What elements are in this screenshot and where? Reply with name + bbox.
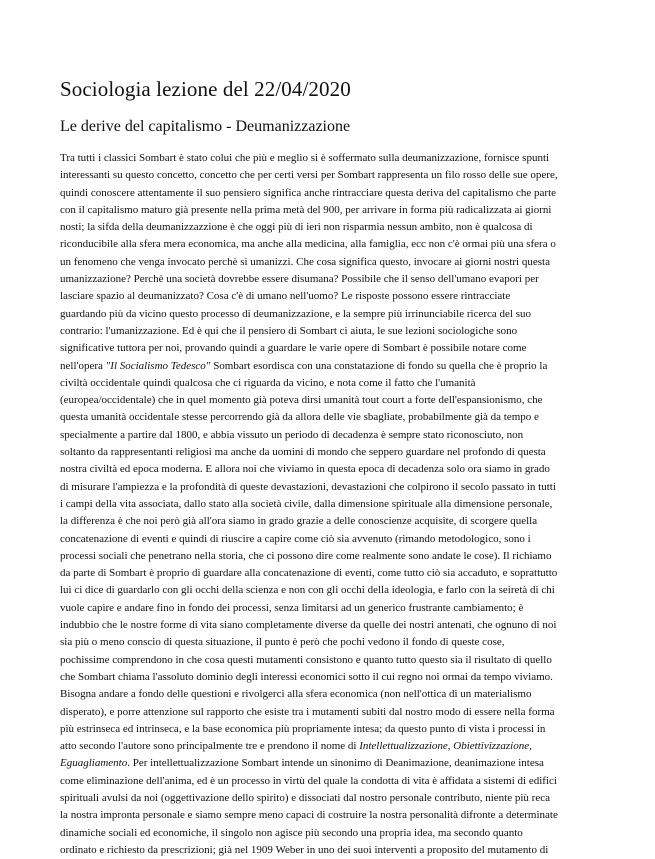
text-segment: ordinato e richiesto da prescrizioni; già nel 1909 Weber in uno dei suoi interventi a proposito del mutamento di	[60, 843, 549, 856]
text-line	[60, 652, 594, 669]
text-line	[60, 427, 594, 444]
text-segment: significative tuttora per noi, provando quindi a guardare le varie opere di Sombart è possibile notare come	[60, 342, 527, 355]
text-line	[60, 600, 594, 617]
text-line	[60, 617, 594, 634]
text-line	[60, 444, 594, 461]
text-line	[60, 479, 594, 496]
text-segment: questa umanità occidentale stesse percorrendo già da allora delle vie sbagliate, probabilmente già da tempo e	[60, 411, 539, 424]
text-segment: quindi conoscere attentamente il suo pensiero significa anche rintracciare questa deriva del capitalismo che parte	[60, 186, 557, 199]
text-line	[60, 236, 594, 253]
text-line	[60, 513, 594, 530]
text-segment: più estrinseca ed intrinseca, e la base economica più propriamente intesa; da questo punto di vista i processi in	[60, 722, 546, 735]
document-page	[60, 70, 594, 859]
text-line	[60, 721, 594, 738]
text-segment: guardando più da vicino questo processo di deumanizzazione, e la sempre più irrinunciabile ricerca del suo	[60, 307, 531, 320]
text-line	[60, 773, 594, 790]
text-segment: da parte di Sombart è proprio di guardare alla concatenazione di eventi, come tutto ciò sia accaduto, e soprattutto	[60, 567, 558, 580]
text-segment: lasciare spazio al deumanizzato? Cosa c'è di umano nell'uomo? Le risposte possono essere rintracciate	[60, 290, 511, 303]
text-segment: atto secondo l'autore sono principalmente tre e prendono il nome di	[60, 740, 360, 753]
text-line	[60, 219, 594, 236]
text-line	[60, 842, 594, 859]
text-segment: sia più o meno conscio di questa situazione, il punto è però che pochi vedono il fondo di queste cose,	[60, 636, 505, 649]
text-line	[60, 548, 594, 565]
text-line	[60, 185, 594, 202]
text-segment: di misurare l'ampiezza e la profondità di queste devastazioni, devastazioni che colpirono il secolo passato in tutti	[60, 480, 556, 493]
text-segment: specialmente a partire dal 1800, e abbia vissuto un periodo di decadenza è sempre stato riconosciuto, non	[60, 428, 524, 441]
text-line	[60, 738, 594, 755]
text-line	[60, 807, 594, 824]
text-line	[60, 202, 594, 219]
text-segment: dinamiche sociali ed economiche, il singolo non agisce più secondo una propria idea, ma secondo quanto	[60, 826, 523, 839]
text-segment: interessanti su questo concetto, concetto che per certi versi per Sombart rappresenta un filo rosso delle sue opere,	[60, 169, 558, 182]
text-segment: i campi della vita associata, dallo stato alla società civile, dalla dimensione spirituale alla dimensione personale,	[60, 497, 553, 510]
text-segment: nell'opera	[60, 359, 106, 372]
text-line	[60, 686, 594, 703]
text-line	[60, 704, 594, 721]
text-line	[60, 167, 594, 184]
text-line	[60, 755, 594, 772]
text-segment: nostra civiltà ed epoca moderna. E allora noi che viviamo in questa epoca di decadenza solo ora siamo in grado	[60, 463, 550, 476]
text-line	[60, 634, 594, 651]
text-line	[60, 496, 594, 513]
text-segment: un fenomeno che venga invocato perchè si umanizzi. Che cosa significa questo, invocare ai giorni nostri questa	[60, 255, 550, 268]
text-line	[60, 409, 594, 426]
text-segment: vuole capire e andare fino in fondo dei processi, senza limitarsi ad un generico frustrante cambiamento; è	[60, 601, 524, 614]
text-segment: pochissime comprendono in che cosa questi mutamenti consistono e quanto tutto questo sia il risultato di quello	[60, 653, 552, 666]
text-segment: civiltà occidentale quindi qualcosa che ci riguarda da vicino, e nota come il fatto che l'umanità	[60, 376, 476, 389]
text-line	[60, 288, 594, 305]
text-line	[60, 358, 594, 375]
text-segment: contrario: l'umanizzazione. Ed è qui che il pensiero di Sombart ci aiuta, le sue lezioni sociologiche sono	[60, 324, 518, 337]
text-segment: nosti; la sifda della deumanizzazzione è che oggi più di ieri non risparmia nessun ambito, non è qualcosa di	[60, 221, 533, 234]
italic-text-segment: Eguagliamento	[60, 757, 128, 770]
text-line	[60, 271, 594, 288]
text-segment: la nostra impronta personale e siamo sempre meno capaci di costruire la nostra personalità difronte a determinate	[60, 809, 558, 822]
text-line	[60, 565, 594, 582]
text-segment: Bisogna andare a fondo delle questioni e rivolgerci alla sfera economica (non nell'ottica di un materialismo	[60, 688, 532, 701]
text-segment: soltanto da rappresentanti religiosi ma anche da uomini di mondo che seppero guardare nel profondo di questa	[60, 446, 546, 459]
text-segment: processi sociali che penetrano nella storia, che ci possono dire come realmente sono andate le cose). Il richiamo	[60, 549, 552, 562]
text-segment: concatenazione di eventi e quindi di riuscire a capire come ciò sia avvenuto (rimando metodologico, sono i	[60, 532, 531, 545]
text-line	[60, 669, 594, 686]
page-title: Sociologia lezione del 22/04/2020	[60, 77, 351, 101]
text-line	[60, 790, 594, 807]
text-line	[60, 531, 594, 548]
text-segment: come eliminazione dell'anima, ed è un processo in virtù del quale la condotta di vita è affidata a sistemi di edifici	[60, 774, 557, 787]
text-line	[60, 323, 594, 340]
text-line	[60, 150, 594, 167]
text-segment: che Sombart chiama l'assoluto dominio degli interessi economici sotto il cui regno noi ormai da tempo viviamo.	[60, 670, 553, 683]
text-segment: (europea/occidentale) che in quel momento già poteva dirsi umanità tout court a forte dell'espansionismo, che	[60, 394, 543, 407]
text-segment: spirituali avulsi da noi (oggettivazione dello spirito) e dissociati dal nostro personale contributo, niente più reca	[60, 791, 550, 804]
text-segment: con il capitalismo maturo già presente nella prima metà del 900, per arrivare in forma più radicalizzata ai giorni	[60, 203, 552, 216]
text-line	[60, 375, 594, 392]
text-segment: lui ci dice di guardarlo con gli occhi della scienza e non con gli occhi della ideologia, e farlo con la seiretà di chi	[60, 584, 555, 597]
text-segment: indubbio che le nostre forme di vita siano completamente diverse da quelle dei nostri antenati, che ognuno di noi	[60, 619, 557, 632]
italic-text-segment: Intellettualizzazione, Obiettivizzazione,	[359, 740, 532, 753]
text-line	[60, 254, 594, 271]
text-line	[60, 461, 594, 478]
text-line	[60, 392, 594, 409]
text-segment: la differenza è che noi però già all'ora siamo in grado grazie a delle conoscienze acquisite, di scorgere quella	[60, 515, 538, 528]
section-subtitle: Le derive del capitalismo - Deumanizzazione	[60, 118, 351, 135]
text-line	[60, 340, 594, 357]
text-line	[60, 825, 594, 842]
text-segment: disperato), e porre attenzione sul rapporto che esiste tra i mutamenti subiti dal nostro modo di essere nella forma	[60, 705, 555, 718]
body-paragraph	[60, 150, 594, 859]
text-segment: . Per intellettualizzazione Sombart intende un sinonimo di Deanimazione, deanimazione intesa	[127, 757, 544, 770]
text-line	[60, 306, 594, 323]
text-segment: Tra tutti i classici Sombart è stato colui che più e meglio si è soffermato sulla deumanizzazione, fornisce spunti	[60, 152, 550, 164]
text-line	[60, 582, 594, 599]
text-segment: Sombart esordisca con una constatazione di fondo su quella che è proprio la	[210, 359, 548, 372]
text-segment: riconducibile alla sfera mera economica, ma anche alla medicina, alla famiglia, ecc non c'è ormai più una sfera o	[60, 238, 556, 251]
text-segment: umanizzazione? Perchè una società dovrebbe essere disumana? Possibile che il senso dell'umano evapori per	[60, 273, 539, 286]
italic-text-segment: "Il Socialismo Tedesco"	[105, 359, 211, 372]
